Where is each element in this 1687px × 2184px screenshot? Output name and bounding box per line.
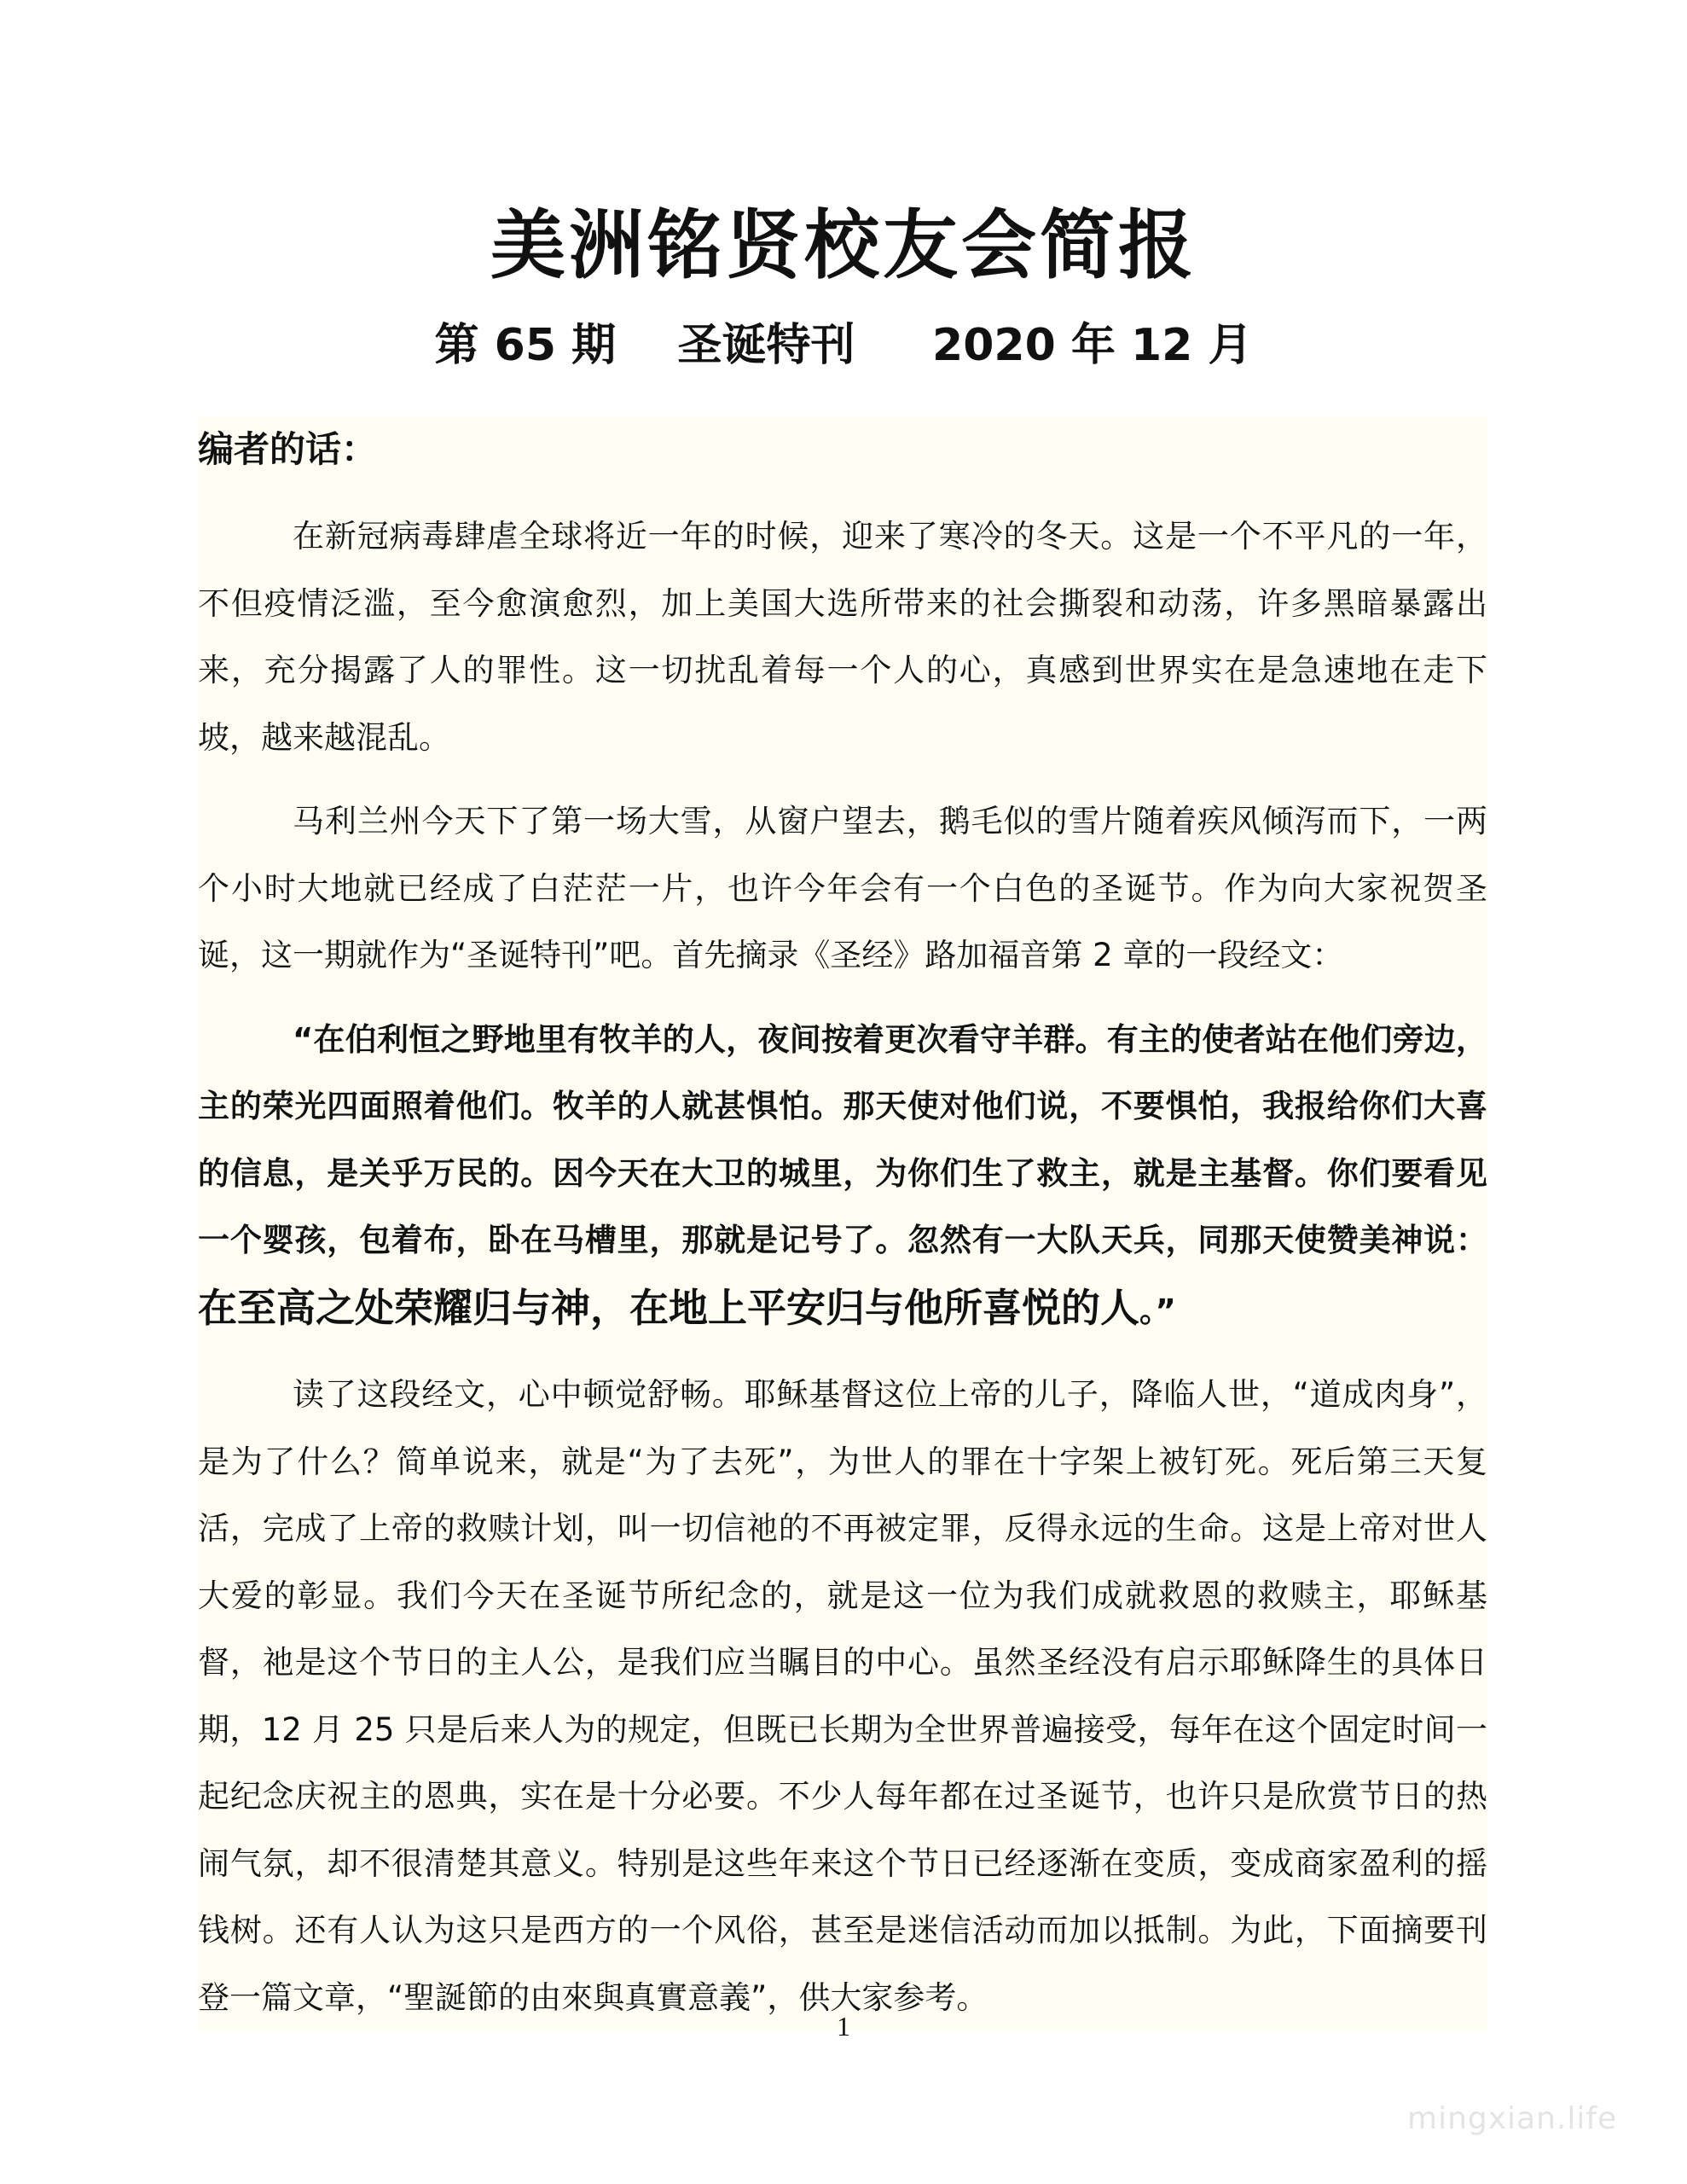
paragraph-spacer: [198, 990, 1487, 1007]
paragraph-spacer: [198, 1345, 1487, 1362]
editor-note-heading: 编者的话：: [198, 428, 378, 470]
scripture-quote-text: “在伯利恒之野地里有牧羊的人，夜间按着更次看守羊群。有主的使者站在他们旁边，主的荣光四面照着他们。牧羊的人就甚惧怕。那天使对他们说，不要惧怕，我报给你们大喜的信息，是关乎万民的。因今天在大卫的城里，为你们生了救主，就是主基督。你们要看见一个婴孩，包着布，卧在马槽里，那就是记号了。忽然有一大队天兵，同那天使赞美神说：: [198, 1020, 1487, 1258]
issue-subtitle: 第 65 期 圣诞特刊 2020 年 12 月: [434, 320, 1253, 371]
editor-note-section: [198, 416, 1487, 2031]
newsletter-title: 美洲铭贤校友会简报: [490, 201, 1197, 289]
editor-paragraph-3: 读了这段经文，心中顿觉舒畅。耶稣基督这位上帝的儿子，降临人世，“道成肉身”，是为了什么？简单说来，就是“为了去死”，为世人的罪在十字架上被钉死。死后第三天复活，完成了上帝的救赎计划，叫一切信祂的不再被定罪，反得永远的生命。这是上帝对世人大爱的彰显。我们今天在圣诞节所纪念的，就是这一位为我们成就救恩的救赎主，耶稣基督，祂是这个节日的主人公，是我们应当瞩目的中心。虽然圣经没有启示耶稣降生的具体日期，12 月 25 只是后来人为的规定，但既已长期为全世界普遍接受，每年在这个固定时间一起纪念庆祝主的恩典，实在是十分必要。不少人每年都在过圣诞节，也许只是欣赏节日的热闹气氛，却不很清楚其意义。特别是这些年来这个节日已经逐渐在变质，变成商家盈利的摇钱树。还有人认为这只是西方的一个风俗，甚至是迷信活动而加以抵制。为此，下面摘要刊登一篇文章，“聖誕節的由來與真實意義”，供大家参考。: [198, 1376, 1487, 2016]
scripture-quote-end: 。”: [1139, 1292, 1176, 1329]
page-number: 1: [837, 2011, 850, 2042]
paragraph-spacer: [198, 771, 1487, 788]
editor-paragraph-1: 在新冠病毒肆虐全球将近一年的时候，迎来了寒冷的冬天。这是一个不平凡的一年，不但疫情泛滥，至今愈演愈烈，加上美国大选所带来的社会撕裂和动荡，许多黑暗暴露出来，充分揭露了人的罪性。这一切扰乱着每一个人的心，真感到世界实在是急速地在走下坡，越来越混乱。: [198, 518, 1487, 756]
site-watermark: mingxian.life: [1407, 2101, 1618, 2136]
scripture-quote: [198, 1007, 1487, 1345]
scripture-quote-highlight: 在至高之处荣耀归与神，在地上平安归与他所喜悦的人: [198, 1284, 1139, 1331]
editor-paragraph-2: 马利兰州今天下了第一场大雪，从窗户望去，鹅毛似的雪片随着疾风倾泻而下，一两个小时大地就已经成了白茫茫一片，也许今年会有一个白色的圣诞节。作为向大家祝贺圣诞，这一期就作为“圣诞特刊”吧。首先摘录《圣经》路加福音第 2 章的一段经文：: [198, 803, 1487, 973]
